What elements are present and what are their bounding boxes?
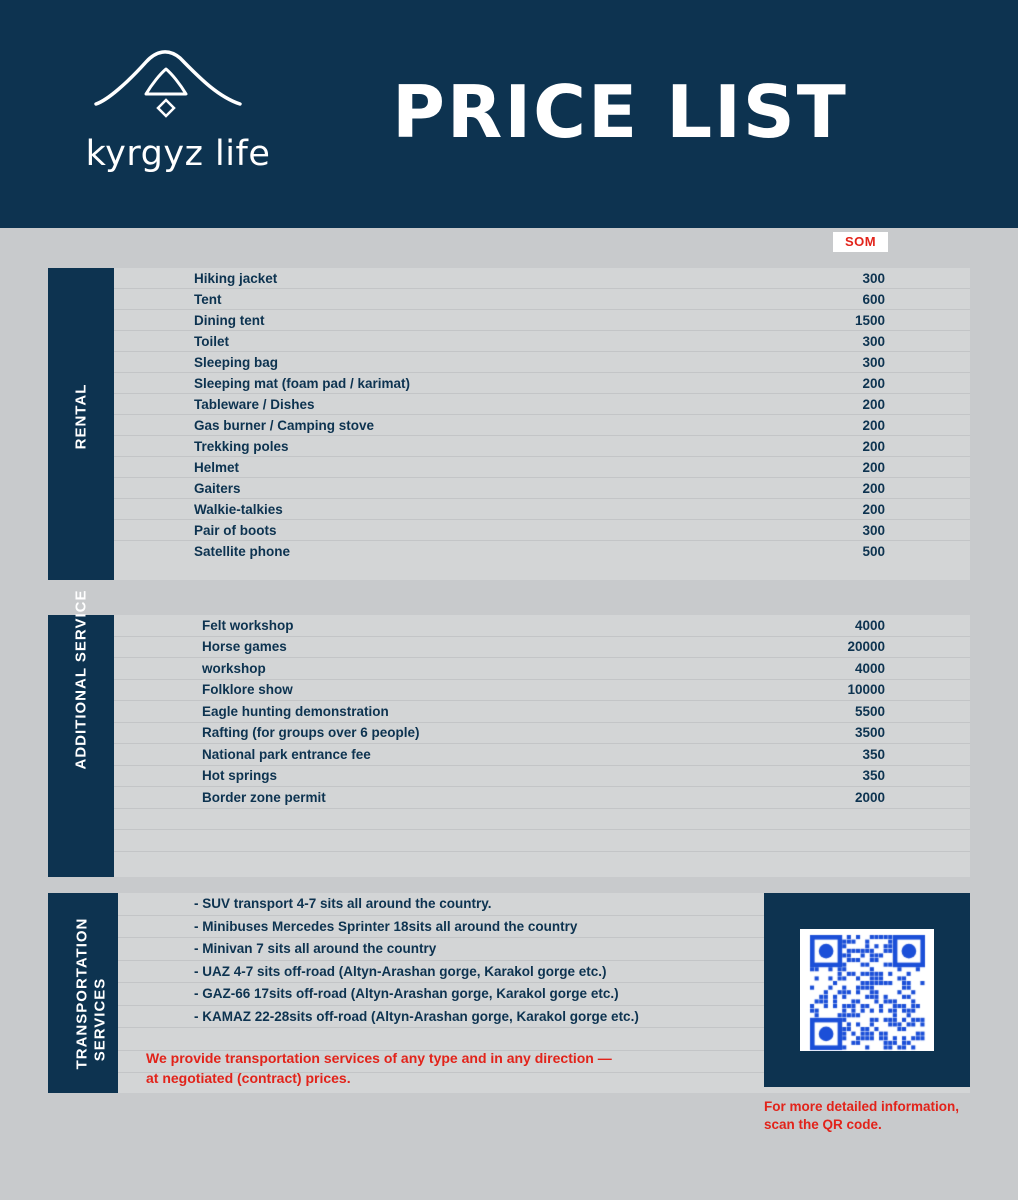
table-row <box>114 637 970 659</box>
transportation-note <box>146 1048 766 1088</box>
item-name: Helmet <box>194 459 240 475</box>
table-row <box>114 268 970 289</box>
item-price: 300 <box>862 522 885 538</box>
item-price: 1500 <box>854 312 885 328</box>
section-additional-service-label <box>48 589 114 877</box>
table-row <box>114 373 970 394</box>
table-row <box>114 436 970 457</box>
table-row <box>114 701 970 723</box>
section-rental <box>48 268 970 580</box>
table-row <box>114 352 970 373</box>
qr-panel <box>764 893 970 1087</box>
item-name: Satellite phone <box>194 544 291 559</box>
item-price: 200 <box>862 396 885 412</box>
page-title: PRICE LIST <box>392 70 848 154</box>
section-rental-label <box>48 268 114 580</box>
section-additional-service-label-text: ADDITIONAL SERVICE <box>72 589 90 770</box>
table-row <box>114 615 970 637</box>
item-price: 200 <box>862 480 885 496</box>
transportation-note-line2: at negotiated (contract) prices. <box>146 1070 351 1086</box>
item-price: 20000 <box>847 639 885 655</box>
item-name: Eagle hunting demonstration <box>202 703 389 719</box>
item-name: Dining tent <box>194 312 265 328</box>
table-row <box>114 541 970 562</box>
transport-item-text: - Minibuses Mercedes Sprinter 18sits all around the country <box>194 918 578 934</box>
table-row <box>114 457 970 478</box>
item-price: 3500 <box>854 725 885 741</box>
item-price: 300 <box>862 354 885 370</box>
table-row <box>114 809 970 831</box>
item-price: 300 <box>862 270 885 286</box>
item-name: Tent <box>194 291 222 307</box>
table-row <box>114 289 970 310</box>
qr-note-line1: For more detailed information, <box>764 1099 960 1114</box>
brand-name: kyrgyz life <box>85 134 271 174</box>
item-price: 350 <box>862 746 885 762</box>
item-name: Hiking jacket <box>194 270 278 286</box>
item-name: Felt workshop <box>202 617 294 633</box>
item-price: 300 <box>862 333 885 349</box>
table-row <box>114 680 970 702</box>
mountain-arch-logo-icon <box>88 42 248 122</box>
section-rental-rows <box>114 268 970 580</box>
table-row <box>114 499 970 520</box>
table-row <box>114 744 970 766</box>
footer-strip <box>0 1160 1018 1200</box>
section-additional-service <box>48 589 970 877</box>
item-name: Hot springs <box>202 768 278 784</box>
item-price: 600 <box>862 291 885 307</box>
qr-note <box>764 1098 1004 1134</box>
item-name: Horse games <box>202 639 287 655</box>
item-name: Gaiters <box>194 480 241 496</box>
brand-logo <box>58 42 298 192</box>
item-name: workshop <box>202 660 266 676</box>
item-price: 5500 <box>854 703 885 719</box>
item-price: 200 <box>862 375 885 391</box>
item-name: Tableware / Dishes <box>194 396 315 412</box>
qr-note-line2: scan the QR code. <box>764 1117 882 1132</box>
item-name: Sleeping bag <box>194 354 279 370</box>
item-name: Walkie-talkies <box>194 501 283 517</box>
currency-badge: SOM <box>833 232 888 252</box>
section-transportation-label <box>48 893 118 1093</box>
item-name: Gas burner / Camping stove <box>194 417 375 433</box>
item-name: Trekking poles <box>194 438 289 454</box>
transport-item-text: - KAMAZ 22-28sits off-road (Altyn-Arashan gorge, Karakol gorge etc.) <box>194 1008 639 1024</box>
item-name: Sleeping mat (foam pad / karimat) <box>194 375 411 391</box>
item-name: Border zone permit <box>202 789 326 805</box>
table-row <box>114 310 970 331</box>
table-row <box>114 852 970 874</box>
table-row <box>114 331 970 352</box>
section-transportation-label-line2: SERVICES <box>91 977 109 1062</box>
table-row <box>114 766 970 788</box>
table-row <box>114 394 970 415</box>
table-row <box>114 415 970 436</box>
qr-code-icon[interactable] <box>800 929 934 1051</box>
transportation-note-line1: We provide transportation services of any type and in any direction — <box>146 1050 612 1066</box>
item-price: 2000 <box>854 789 885 805</box>
table-row <box>114 787 970 809</box>
item-name: Rafting (for groups over 6 people) <box>202 725 420 741</box>
item-price: 4000 <box>854 660 885 676</box>
section-additional-service-rows <box>114 615 970 877</box>
table-row <box>114 658 970 680</box>
item-name: Folklore show <box>202 682 293 698</box>
transport-item-text: - UAZ 4-7 sits off-road (Altyn-Arashan gorge, Karakol gorge etc.) <box>194 963 607 979</box>
table-row <box>114 723 970 745</box>
item-name: Pair of boots <box>194 522 277 538</box>
item-price: 350 <box>862 768 885 784</box>
table-row <box>114 830 970 852</box>
section-transportation-label-line1: TRANSPORTATION <box>73 917 91 1070</box>
item-price: 200 <box>862 417 885 433</box>
item-price: 500 <box>862 544 885 559</box>
section-rental-label-text: RENTAL <box>72 383 90 450</box>
table-row <box>114 478 970 499</box>
item-price: 200 <box>862 501 885 517</box>
transport-item-text: - SUV transport 4-7 sits all around the country. <box>194 896 492 912</box>
item-name: National park entrance fee <box>202 746 371 762</box>
transport-item-text: - GAZ-66 17sits off-road (Altyn-Arashan gorge, Karakol gorge etc.) <box>194 986 619 1002</box>
item-price: 200 <box>862 438 885 454</box>
item-price: 10000 <box>847 682 885 698</box>
transport-item-text: - Minivan 7 sits all around the country <box>194 941 437 957</box>
item-price: 4000 <box>854 617 885 633</box>
item-name: Toilet <box>194 333 229 349</box>
page-header <box>0 0 1018 228</box>
item-price: 200 <box>862 459 885 475</box>
table-row <box>114 520 970 541</box>
